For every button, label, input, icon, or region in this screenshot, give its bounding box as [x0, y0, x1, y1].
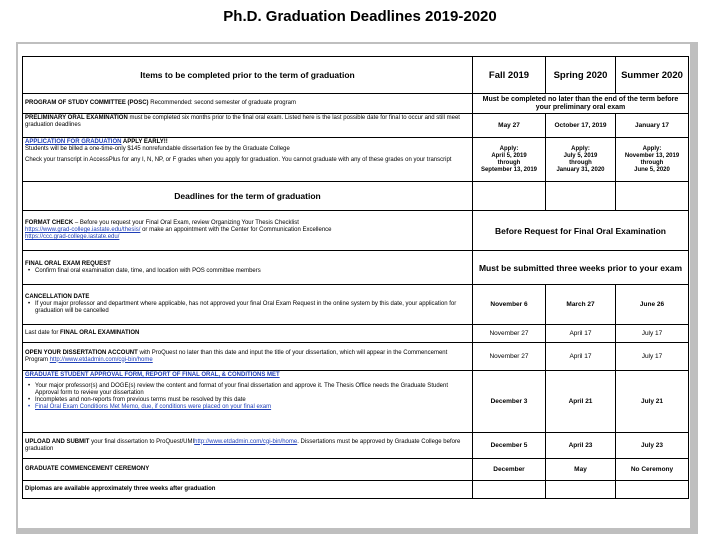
approval-bullet: • Your major professor(s) and DOGE(s) review the content and format of your final dissertation and approve it. The Thesis Office needs the Graduate Student Approval form to review your dissertation [25, 383, 470, 397]
proquest-account-row [23, 343, 689, 371]
approval-bullet-link[interactable]: • Final Oral Exam Conditions Met Memo, due, if conditions were placed on your final exam [25, 404, 470, 411]
format-check-link-cce[interactable]: https://ccc.grad-college.iastate.edu/ [25, 234, 120, 240]
commencement-cell [23, 459, 473, 481]
proquest-account-label: OPEN YOUR DISSERTATION ACCOUNT [25, 349, 138, 356]
diplomas-row [23, 481, 689, 499]
format-check-deadline: Before Request for Final Oral Examination [473, 211, 689, 251]
posc-deadline: Must be completed no later than the end of the term before your preliminary oral exam [473, 94, 689, 114]
approval-bullet: • Incompletes and non-reports from previous terms must be resolved by this date [25, 397, 470, 404]
cancellation-row [23, 285, 689, 325]
upload-row [23, 433, 689, 459]
diplomas-blank-summer [616, 481, 689, 499]
last-date-spring: April 17 [546, 325, 616, 343]
prelim-cell [23, 114, 473, 138]
last-date-row [23, 325, 689, 343]
prelim-date-summer: January 17 [616, 114, 689, 138]
posc-label: PROGRAM OF STUDY COMMITTEE (POSC) [25, 100, 149, 106]
format-check-row [23, 211, 689, 251]
final-request-row [23, 251, 689, 285]
apply-start-spring: July 5, 2019 [563, 152, 598, 159]
application-check-note: Check your transcript in AccessPlus for any I, N, NP, or F grades when you apply for graduation. You cannot graduate with any of these grades on your transcript [25, 157, 452, 163]
apply-end-summer: June 5, 2020 [634, 166, 670, 173]
upload-cell [23, 433, 473, 459]
apply-end-spring: January 31, 2020 [556, 166, 605, 173]
section-title: Deadlines for the term of graduation [23, 182, 473, 211]
deadlines-document [18, 44, 690, 528]
term-header-spring: Spring 2020 [546, 57, 616, 94]
proquest-account-text: with ProQuest no later than this date and input the title of your dissertation, which will appear in the Commencement Program [25, 349, 448, 363]
approval-row [23, 371, 689, 433]
approval-date-summer: July 21 [616, 371, 689, 433]
page-title: Ph.D. Graduation Deadlines 2019-2020 [223, 8, 497, 25]
apply-label: Apply: [499, 145, 519, 152]
commencement-label: GRADUATE COMMENCEMENT CEREMONY [25, 466, 150, 472]
cancellation-label: CANCELLATION DATE [25, 294, 90, 300]
section-blank-summer [616, 182, 689, 211]
cancellation-bullet: • If your major professor and department where applicable, has not approved your final Oral Exam Request in the online system by this date, your application for graduation will be cancelled [25, 301, 470, 315]
posc-row [23, 94, 689, 114]
last-date-text: Last date for [25, 330, 61, 336]
apply-label: Apply: [642, 145, 662, 152]
approval-label[interactable]: GRADUATE STUDENT APPROVAL FORM, REPORT OF FINAL ORAL, & CONDITIONS MET [25, 372, 280, 378]
upload-link[interactable]: http://www.etdadmin.com/cgi-bin/home [194, 438, 298, 445]
application-window-spring [546, 138, 616, 182]
apply-start-fall: April 5, 2019 [491, 152, 527, 159]
application-fee-note: Students will be billed a one-time-only $145 nonrefundable dissertation fee by the Graduate College [25, 146, 290, 152]
prelim-label: PRELIMINARY ORAL EXAMINATION [25, 115, 128, 121]
cancellation-cell [23, 285, 473, 325]
proquest-account-link[interactable]: http://www.etdadmin.com/cgi-bin/home [49, 356, 153, 363]
commencement-fall: December [473, 459, 546, 481]
approval-date-fall: December 3 [473, 371, 546, 433]
term-header-summer: Summer 2020 [616, 57, 689, 94]
proquest-date-summer: July 17 [616, 343, 689, 371]
application-window-summer [616, 138, 689, 182]
format-check-label: FORMAT CHECK [25, 220, 74, 226]
proquest-date-spring: April 17 [546, 343, 616, 371]
commencement-summer: No Ceremony [616, 459, 689, 481]
term-header-fall: Fall 2019 [473, 57, 546, 94]
upload-label: UPLOAD AND SUBMIT [25, 438, 90, 445]
last-date-fall: November 27 [473, 325, 546, 343]
cancellation-date-summer: June 26 [616, 285, 689, 325]
final-request-label: FINAL ORAL EXAM REQUEST [25, 260, 111, 267]
approval-cell [23, 371, 473, 433]
prelim-row [23, 114, 689, 138]
posc-cell [23, 94, 473, 114]
format-check-text2: or make an appointment with the Center for Communication Excellence [140, 227, 332, 233]
apply-through: through [497, 159, 521, 166]
application-link[interactable]: APPLICATION FOR GRADUATION [25, 139, 122, 145]
items-column-header: Items to be completed prior to the term of graduation [23, 57, 473, 94]
upload-date-summer: July 23 [616, 433, 689, 459]
prelim-text: must be completed six months prior to the final oral exam. Listed here is the last possible date for final to occur and still meet graduation deadlines [25, 115, 460, 128]
application-cell [23, 138, 473, 182]
section-blank-fall [473, 182, 546, 211]
proquest-account-cell [23, 343, 473, 371]
final-request-cell [23, 251, 473, 285]
upload-date-fall: December 5 [473, 433, 546, 459]
format-check-link-thesis[interactable]: https://www.grad-college.iastate.edu/thesis/ [25, 227, 141, 233]
upload-date-spring: April 23 [546, 433, 616, 459]
format-check-text: – Before you request your Final Oral Exam, review Organizing Your Thesis Checklist [73, 220, 299, 226]
upload-text: your final dissertation to ProQuest/UMI [89, 438, 195, 445]
diplomas-blank-fall [473, 481, 546, 499]
final-request-bullet: • Confirm final oral examination date, time, and location with POS committee members [25, 268, 470, 275]
section-row [23, 182, 689, 211]
posc-text: Recommended: second semester of graduate program [148, 100, 296, 106]
last-date-label: FINAL ORAL EXAMINATION [60, 330, 140, 336]
deadlines-table [22, 56, 689, 499]
apply-start-summer: November 13, 2019 [624, 152, 680, 159]
cancellation-date-fall: November 6 [473, 285, 546, 325]
prelim-date-spring: October 17, 2019 [546, 114, 616, 138]
application-window-fall [473, 138, 546, 182]
commencement-row [23, 459, 689, 481]
header-row [23, 57, 689, 94]
commencement-spring: May [546, 459, 616, 481]
diplomas-note: Diplomas are available approximately three weeks after graduation [23, 481, 473, 499]
apply-through: through [569, 159, 592, 166]
apply-end-fall: September 13, 2019 [480, 166, 538, 173]
upload-text2: . Dissertations must be approved by Graduate College before graduation [25, 438, 461, 452]
section-blank-spring [546, 182, 616, 211]
cancellation-date-spring: March 27 [546, 285, 616, 325]
prelim-date-fall: May 27 [473, 114, 546, 138]
proquest-date-fall: November 27 [473, 343, 546, 371]
format-check-cell [23, 211, 473, 251]
final-request-deadline: Must be submitted three weeks prior to your exam [473, 251, 689, 285]
last-date-cell [23, 325, 473, 343]
diplomas-blank-spring [546, 481, 616, 499]
last-date-summer: July 17 [616, 325, 689, 343]
approval-date-spring: April 21 [546, 371, 616, 433]
apply-label: Apply: [571, 145, 590, 152]
application-early: APPLY EARLY!! [121, 139, 168, 145]
apply-through: through [640, 159, 664, 166]
application-row [23, 138, 689, 182]
